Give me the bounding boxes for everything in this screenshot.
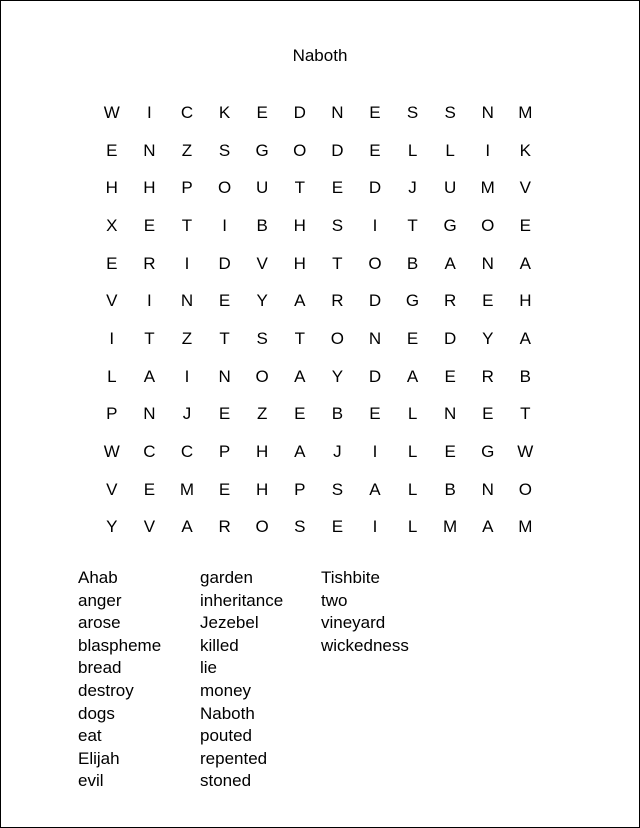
grid-letter: E [369, 140, 381, 160]
grid-letter: N [143, 140, 156, 160]
grid-letter: Y [482, 328, 494, 348]
grid-letter: S [331, 479, 344, 499]
grid-letter: S [294, 517, 306, 537]
word-list-item: wickedness [321, 635, 409, 655]
word-list-item: inheritance [200, 590, 284, 610]
puzzle-title: Naboth [292, 46, 348, 65]
grid-letter: K [519, 140, 531, 160]
grid-letter: T [181, 215, 193, 235]
grid-letter: T [294, 328, 305, 348]
grid-letter: I [147, 291, 152, 311]
grid-letter: N [481, 253, 494, 273]
grid-letter: P [218, 442, 231, 462]
grid-letter: A [369, 479, 381, 499]
grid-letter: J [333, 442, 342, 462]
grid-letter: I [372, 215, 378, 235]
grid-letter: A [294, 442, 306, 462]
grid-letter: T [144, 328, 155, 348]
word-list-item: lie [200, 658, 218, 678]
grid-letter: D [218, 253, 231, 273]
grid-letter: E [106, 140, 118, 160]
grid-letter: H [256, 442, 269, 462]
grid-letter: H [519, 291, 532, 311]
word-list-item: stoned [200, 771, 252, 791]
grid-letter: A [294, 291, 306, 311]
word-list-item: killed [200, 635, 239, 655]
word-list-item: Elijah [78, 748, 120, 768]
grid-letter: H [105, 178, 118, 198]
grid-letter: I [109, 328, 115, 348]
grid-letter: N [368, 328, 382, 348]
word-list-item: destroy [78, 680, 134, 700]
grid-letter: W [103, 442, 120, 462]
grid-letter: P [181, 178, 193, 198]
grid-letter: S [406, 102, 419, 122]
grid-letter: B [444, 479, 456, 499]
grid-letter: L [407, 140, 418, 160]
grid-letter: I [184, 366, 190, 386]
grid-letter: B [331, 404, 344, 424]
grid-letter: I [372, 442, 378, 462]
grid-letter: C [180, 102, 194, 122]
grid-letter: A [143, 366, 156, 386]
word-list-item: vineyard [321, 613, 386, 633]
grid-letter: E [519, 215, 531, 235]
grid-letter: G [255, 140, 269, 160]
grid-letter: V [143, 517, 156, 537]
word-list-item: anger [78, 590, 122, 610]
grid-letter: E [482, 291, 494, 311]
grid-letter: V [106, 479, 118, 499]
word-list-column [78, 567, 200, 793]
word-list-item: two [321, 590, 348, 610]
grid-letter: P [294, 479, 306, 499]
grid-letter: E [406, 328, 419, 348]
grid-letter: T [294, 178, 305, 198]
grid-letter: M [480, 178, 495, 198]
grid-letter: U [444, 178, 457, 198]
grid-letter: A [519, 328, 531, 348]
grid-letter: W [517, 442, 534, 462]
grid-letter: G [405, 291, 420, 311]
grid-letter: N [218, 366, 231, 386]
grid-letter: O [330, 328, 344, 348]
grid-letter: N [143, 404, 156, 424]
grid-letter: R [143, 253, 156, 273]
word-list-item: dogs [78, 703, 115, 723]
grid-letter: E [444, 366, 456, 386]
grid-letter: E [369, 404, 381, 424]
grid-letter: O [217, 178, 232, 198]
grid-letter: C [180, 442, 194, 462]
grid-letter: D [293, 102, 306, 122]
grid-letter: R [481, 366, 494, 386]
grid-letter: O [293, 140, 307, 160]
grid-letter: I [222, 215, 227, 235]
grid-letter: H [293, 215, 306, 235]
word-list-item: Tishbite [321, 568, 380, 587]
grid-letter: E [444, 442, 456, 462]
grid-letter: H [256, 479, 269, 499]
grid-letter: T [520, 404, 531, 424]
grid-letter: B [256, 215, 268, 235]
grid-letter: R [444, 291, 457, 311]
grid-letter: D [444, 328, 457, 348]
grid-letter: I [485, 140, 491, 160]
grid-letter: K [218, 102, 231, 122]
word-list-item: Ahab [78, 568, 118, 587]
grid-letter: G [481, 442, 495, 462]
grid-letter: A [406, 366, 419, 386]
grid-letter: J [408, 178, 417, 198]
word-list-item: eat [78, 726, 102, 746]
grid-letter: V [106, 291, 118, 311]
grid-letter: A [181, 517, 193, 537]
grid-letter: E [294, 404, 306, 424]
grid-letter: P [106, 404, 118, 424]
grid-letter: S [331, 215, 344, 235]
word-list-item: blaspheme [78, 635, 162, 655]
word-list-item: Jezebel [200, 613, 259, 633]
grid-letter: D [368, 291, 382, 311]
grid-letter: L [407, 442, 418, 462]
word-list-item: bread [78, 658, 122, 678]
grid-letter: V [256, 253, 268, 273]
word-list-item: repented [200, 748, 268, 768]
grid-letter: E [331, 178, 344, 198]
word-list [78, 567, 451, 793]
grid-letter: O [481, 215, 495, 235]
grid-letter: T [407, 215, 418, 235]
grid-letter: C [143, 442, 156, 462]
grid-letter: Z [256, 404, 268, 424]
grid-letter: A [519, 253, 531, 273]
grid-letter: I [147, 102, 152, 122]
word-list-item: garden [200, 568, 253, 587]
grid-letter: D [331, 140, 344, 160]
word-list-column [200, 567, 321, 793]
grid-letter: L [445, 140, 455, 160]
grid-letter: N [444, 404, 457, 424]
grid-letter: E [218, 479, 231, 499]
grid-letter: Z [181, 140, 193, 160]
grid-letter: B [519, 366, 531, 386]
grid-letter: E [143, 479, 156, 499]
grid-letter: E [256, 102, 268, 122]
word-list-item: Naboth [200, 703, 255, 723]
grid-letter: T [219, 328, 230, 348]
grid-letter: L [407, 517, 418, 537]
grid-letter: N [481, 102, 494, 122]
grid-letter: L [107, 366, 117, 386]
grid-letter: M [443, 517, 458, 537]
grid-letter: R [331, 291, 344, 311]
grid-letter: I [372, 517, 378, 537]
grid-letter: D [368, 178, 382, 198]
grid-letter: E [218, 404, 231, 424]
grid-letter: O [255, 366, 269, 386]
grid-letter: J [182, 404, 192, 424]
grid-letter: N [180, 291, 194, 311]
grid-letter: U [256, 178, 269, 198]
grid-letter: V [519, 178, 531, 198]
grid-letter: Y [256, 291, 268, 311]
grid-letter: B [406, 253, 419, 273]
grid-letter: D [368, 366, 382, 386]
grid-letter: E [331, 517, 344, 537]
grid-letter: Y [331, 366, 344, 386]
word-list-column [321, 567, 451, 793]
grid-letter: R [218, 517, 231, 537]
grid-letter: N [331, 102, 344, 122]
grid-letter: S [256, 328, 268, 348]
grid-letter: H [293, 253, 306, 273]
grid-letter: O [518, 479, 532, 499]
grid-letter: N [481, 479, 494, 499]
grid-letter: G [443, 215, 457, 235]
grid-letter: A [444, 253, 456, 273]
word-list-item: arose [78, 613, 121, 633]
grid-letter: Y [106, 517, 118, 537]
grid-letter: L [407, 404, 418, 424]
grid-letter: L [407, 479, 418, 499]
grid-letter: M [518, 102, 533, 122]
grid-letter: A [482, 517, 494, 537]
grid-letter: M [179, 479, 195, 499]
grid-letter: E [218, 291, 231, 311]
grid-letter: E [106, 253, 118, 273]
grid-letter: O [368, 253, 382, 273]
word-list-item: evil [78, 771, 104, 791]
grid-letter: E [143, 215, 156, 235]
grid-letter: E [482, 404, 494, 424]
grid-letter: A [294, 366, 306, 386]
letter-grid [93, 94, 544, 546]
word-list-item: money [200, 680, 252, 700]
grid-letter: I [184, 253, 190, 273]
grid-letter: S [444, 102, 456, 122]
grid-letter: S [218, 140, 231, 160]
grid-letter: H [143, 178, 156, 198]
grid-letter: X [106, 215, 118, 235]
grid-letter: T [332, 253, 343, 273]
grid-letter: M [518, 517, 533, 537]
word-list-item: pouted [200, 726, 252, 746]
grid-letter: Z [181, 328, 193, 348]
grid-letter: W [103, 102, 120, 122]
grid-letter: O [255, 517, 269, 537]
grid-letter: E [369, 102, 381, 122]
